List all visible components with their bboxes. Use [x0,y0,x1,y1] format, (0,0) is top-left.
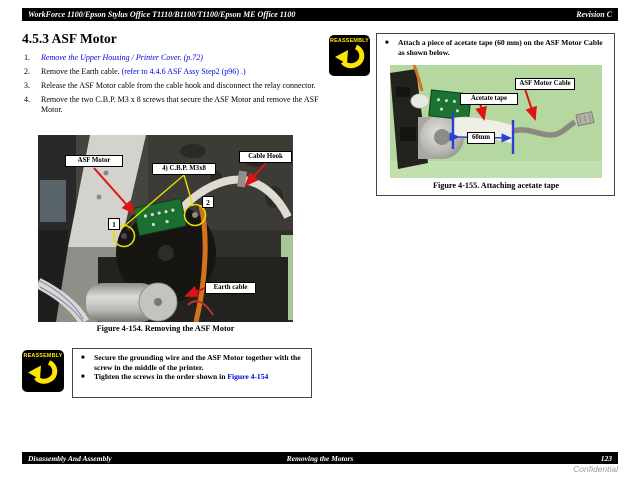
bullet-icon: ■ [81,355,85,361]
reassembly-arrow-icon [25,359,61,388]
step-4 [24,95,344,114]
footer-bar [22,452,618,464]
step-number: 3. [24,81,30,90]
step-number: 1. [24,53,30,62]
figure-154-caption: Figure 4-154. Removing the ASF Motor [96,324,235,333]
reassembly-note-bottom [72,348,312,398]
header-revision: Revision C [576,10,612,19]
step-1 [24,53,344,63]
note-bottom-item1: Secure the grounding wire and the ASF Motor together with the screw in the middle of the printer. [94,353,301,372]
acetate-tape-label: Acetate tape [460,93,518,105]
step-3 [24,81,344,91]
footer-chapter: Disassembly And Assembly [28,453,112,463]
note-bottom-item2-link[interactable]: Figure 4-154 [227,372,269,381]
bullet-icon: ■ [81,374,85,380]
dimension-label: 60mm [467,132,495,144]
bullet-icon: ■ [385,40,389,46]
note-bottom-item2-text: Tighten the screws in the order shown in [94,372,228,381]
asf-motor-label: ASF Motor [65,155,123,167]
step-4-text: Remove the two C.B.P. M3 x 8 screws that secure the ASF Motor and remove the ASF Motor. [41,95,319,114]
footer-section: Removing the Motors [286,453,354,463]
step-3-text: Release the ASF Motor cable from the cable hook and disconnect the relay connector. [41,81,316,90]
section-title: 4.5.3 ASF Motor [22,31,117,46]
step-2 [24,67,344,77]
header-bar [22,8,618,21]
step-1-link[interactable]: Remove the Upper Housing / Printer Cover. (p.72) [41,53,203,62]
step-number: 2. [24,67,30,76]
reassembly-badge-label: REASSEMBLY [23,352,63,359]
screw-2-marker: 2 [202,196,214,208]
header-title: WorkForce 1100/Epson Stylus Office T1110/B1100/T1100/Epson ME Office 1100 [28,10,296,19]
footer-page-number: 123 [600,453,613,463]
step-list [24,53,344,119]
cable-hook-label: Cable Hook [239,151,292,163]
figure-155-caption: Figure 4-155. Attaching acetate tape [432,181,560,190]
step-2-text: Remove the Earth cable. [41,67,122,76]
asf-motor-cable-label: ASF Motor Cable [515,78,575,90]
earth-cable-label: Earth cable [205,282,256,294]
note-right-text: Attach a piece of acetate tape (60 mm) on the ASF Motor Cable as shown below. [398,38,603,57]
reassembly-arrow-icon [332,44,368,72]
figure-155-photo [390,65,602,178]
step-number: 4. [24,95,30,104]
step-2-link[interactable]: (refer to 4.4.6 ASF Assy Step2 (p96) .) [121,67,246,76]
screws-label: 4) C.B.P. M3x8 [152,163,216,175]
reassembly-badge-label: REASSEMBLY [330,37,369,44]
screw-1-marker: 1 [108,218,120,230]
confidential-label: Confidential [573,464,618,474]
figure-154-photo [38,135,293,322]
reassembly-badge-bottom [22,350,64,392]
reassembly-badge-right [329,35,370,76]
